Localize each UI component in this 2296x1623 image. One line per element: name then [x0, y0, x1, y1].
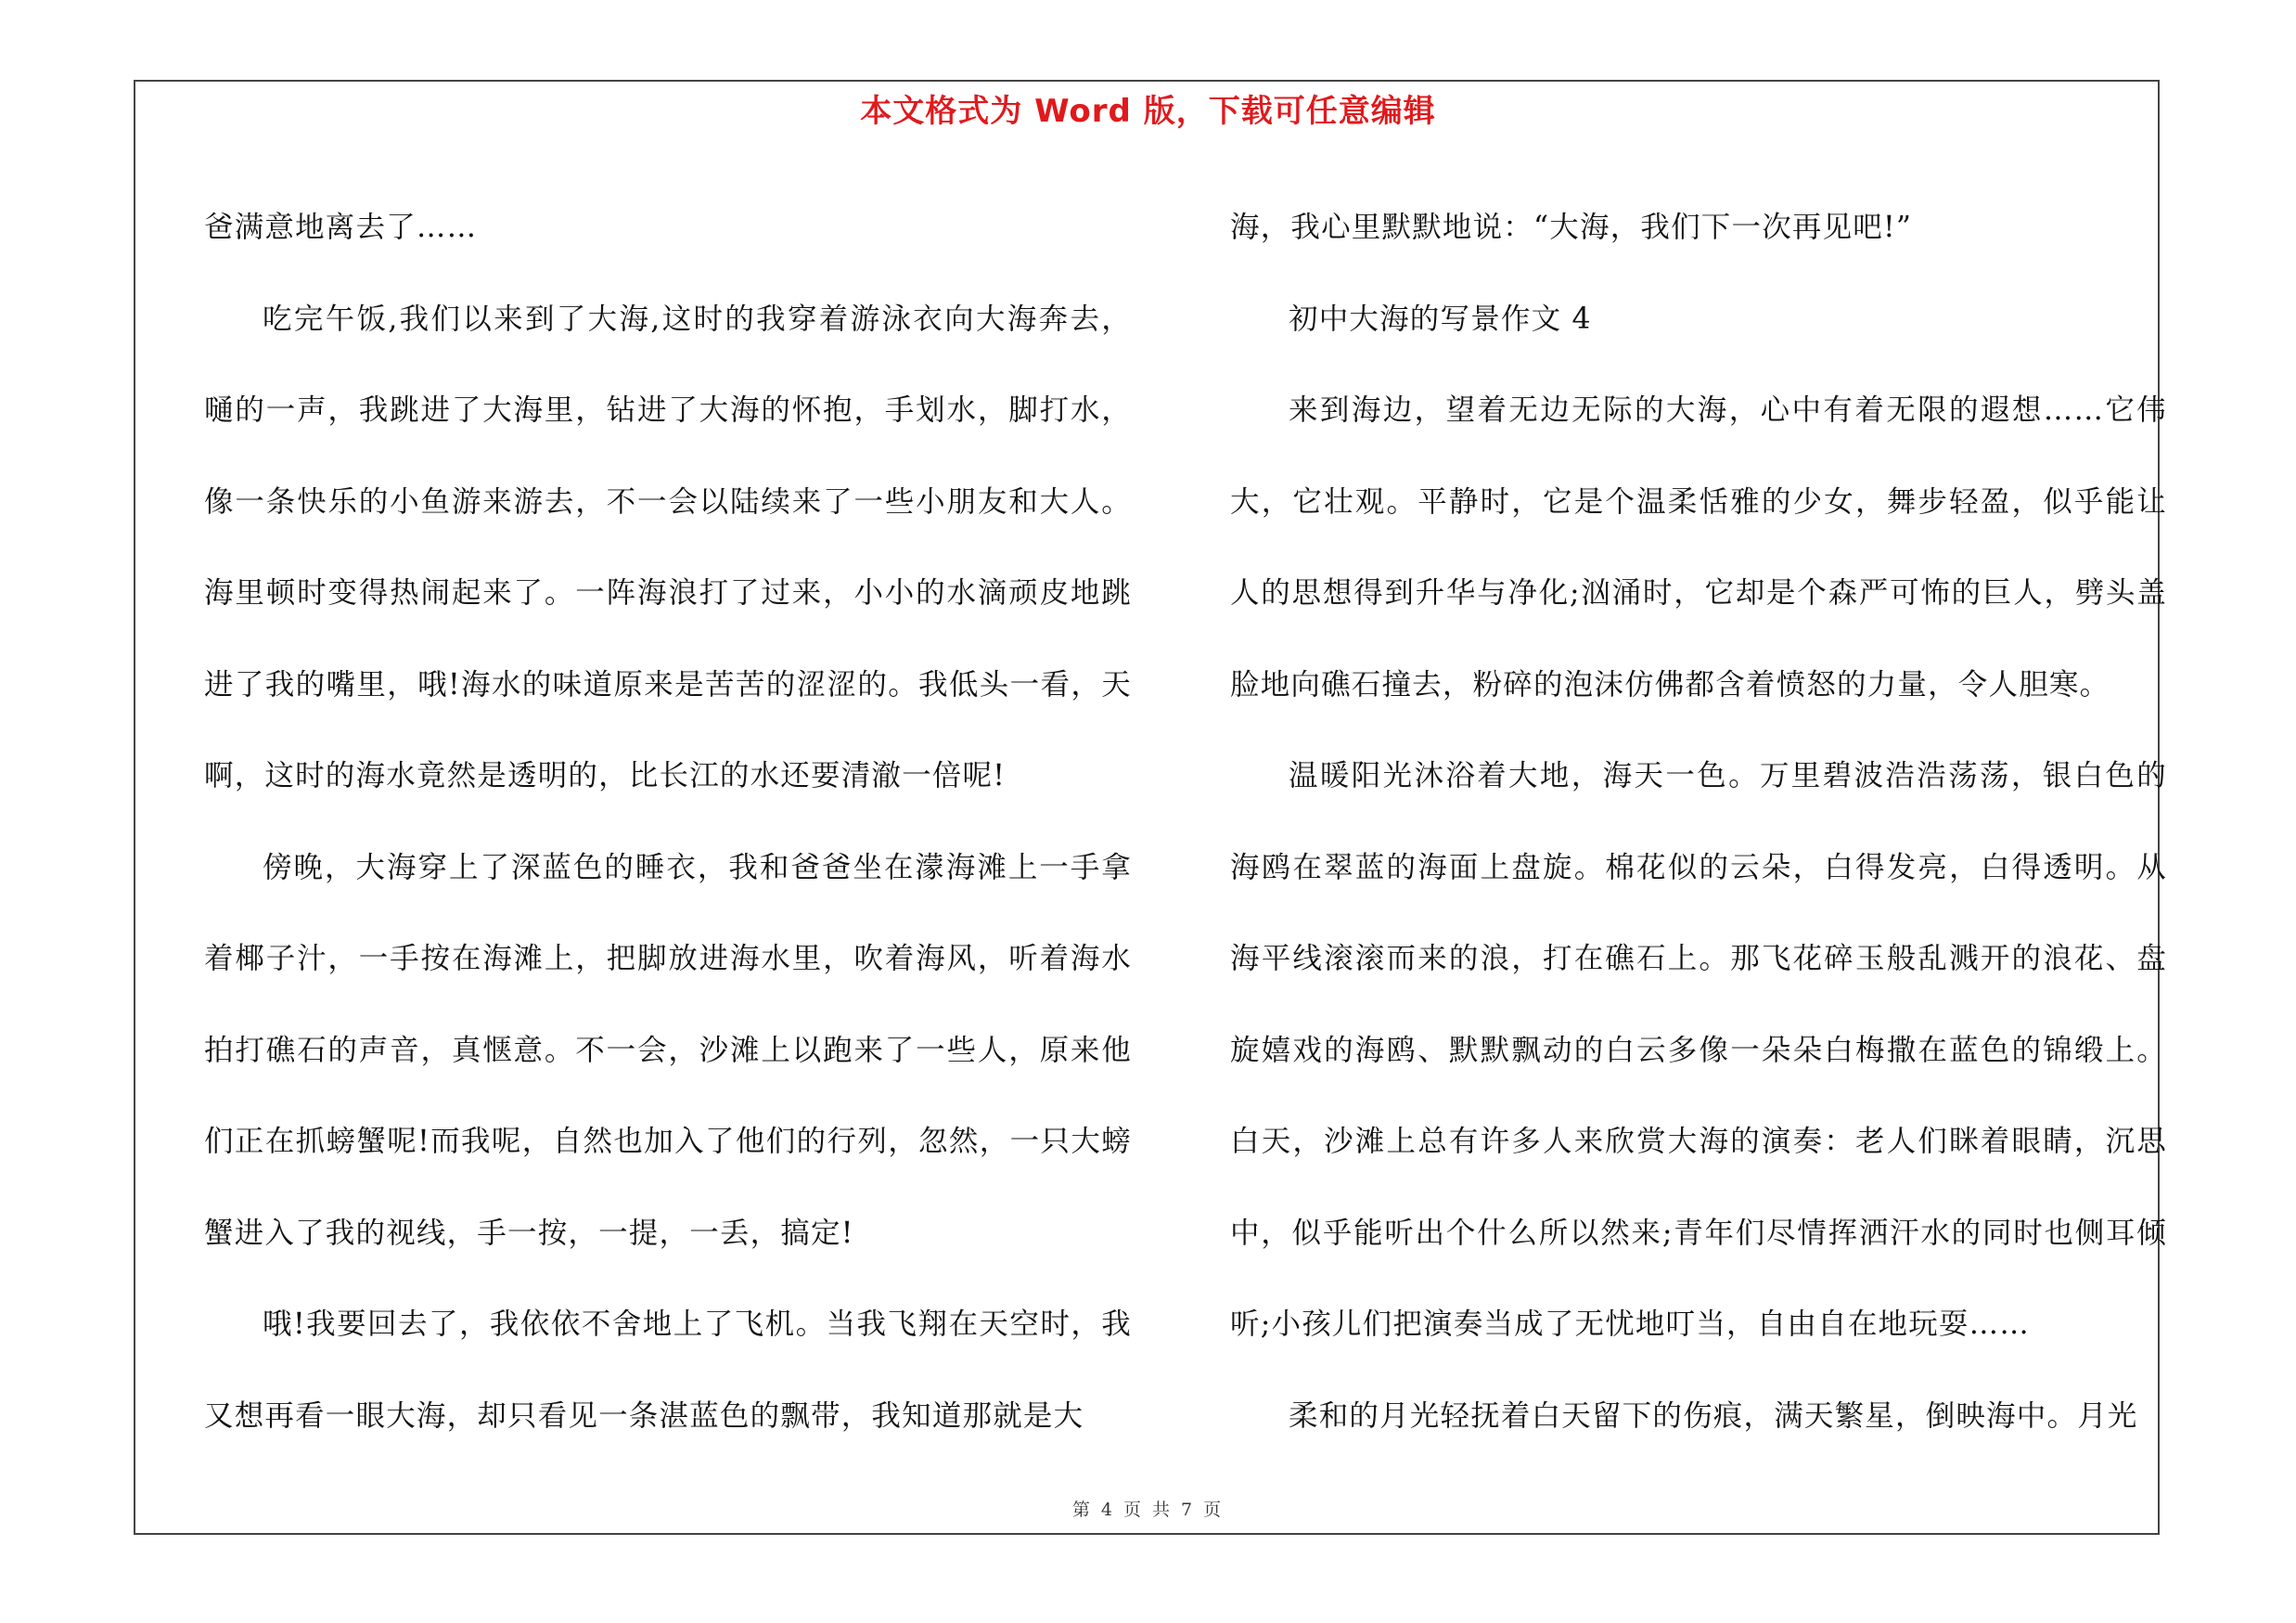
- left-column: [204, 182, 1132, 1462]
- paragraph: 柔和的月光轻抚着白天留下的伤痕，满天繁星，倒映海中。月光: [1289, 1398, 2138, 1433]
- paragraph: 温暖阳光沐浴着大地，海天一色。万里碧波浩浩荡荡，银白色的海鸥在翠蓝的海面上盘旋。棉花似的云朵，白得发亮，白得透明。从海平线滚滚而来的浪，打在礁石上。那飞花碎玉般乱溅开的浪花、盘旋嬉戏的海鸥、默默飘动的白云多像一朵朵白梅撒在蓝色的锦缎上。白天，沙滩上总有许多人来欣赏大海的演奏：老人们眯着眼睛，沉思中，似乎能听出个什么所以然来;青年们尽情挥洒汗水的同时也侧耳倾听;小孩儿们把演奏当成了无忧地叮当，自由自在地玩耍……: [1230, 759, 2167, 1341]
- word-format-banner: 本文格式为 Word 版，下载可任意编辑: [860, 93, 1436, 130]
- paragraph: 哦!我要回去了，我依依不舍地上了飞机。当我飞翔在天空时，我又想再看一眼大海，却只看见一条湛蓝色的飘带，我知道那就是大: [204, 1307, 1132, 1433]
- paragraph: 傍晚，大海穿上了深蓝色的睡衣，我和爸爸坐在濛海滩上一手拿着椰子汁，一手按在海滩上，把脚放进海水里，吹着海风，听着海水拍打礁石的声音，真惬意。不一会，沙滩上以跑来了一些人，原来他们正在抓螃蟹呢!而我呢，自然也加入了他们的行列，忽然，一只大螃蟹进入了我的视线，手一按，一提，一丢，搞定!: [204, 850, 1132, 1250]
- paragraph: 来到海边，望着无边无际的大海，心中有着无限的遐想……它伟大，它壮观。平静时，它是个温柔恬雅的少女，舞步轻盈，似乎能让人的思想得到升华与净化;汹涌时，它却是个森严可怖的巨人，劈头盖脸地向礁石撞去，粉碎的泡沫仿佛都含着愤怒的力量，令人胆寒。: [1230, 393, 2167, 702]
- paragraph: 海，我心里默默地说：“大海，我们下一次再见吧!”: [1230, 211, 1913, 244]
- paragraph: 吃完午饭,我们以来到了大海,这时的我穿着游泳衣向大海奔去，嗵的一声，我跳进了大海里，钻进了大海的怀抱，手划水，脚打水，像一条快乐的小鱼游来游去，不一会以陆续来了一些小朋友和大人。海里顿时变得热闹起来了。一阵海浪打了过来，小小的水滴顽皮地跳进了我的嘴里，哦!海水的味道原来是苦苦的涩涩的。我低头一看，天啊，这时的海水竟然是透明的，比长江的水还要清澈一倍呢!: [204, 302, 1132, 792]
- paragraph: 爸满意地离去了……: [204, 211, 478, 244]
- right-column: [1230, 182, 2167, 1462]
- section-heading: 初中大海的写景作文 4: [1289, 302, 1592, 336]
- page-number-footer: 第 4 页 共 7 页: [1071, 1500, 1225, 1520]
